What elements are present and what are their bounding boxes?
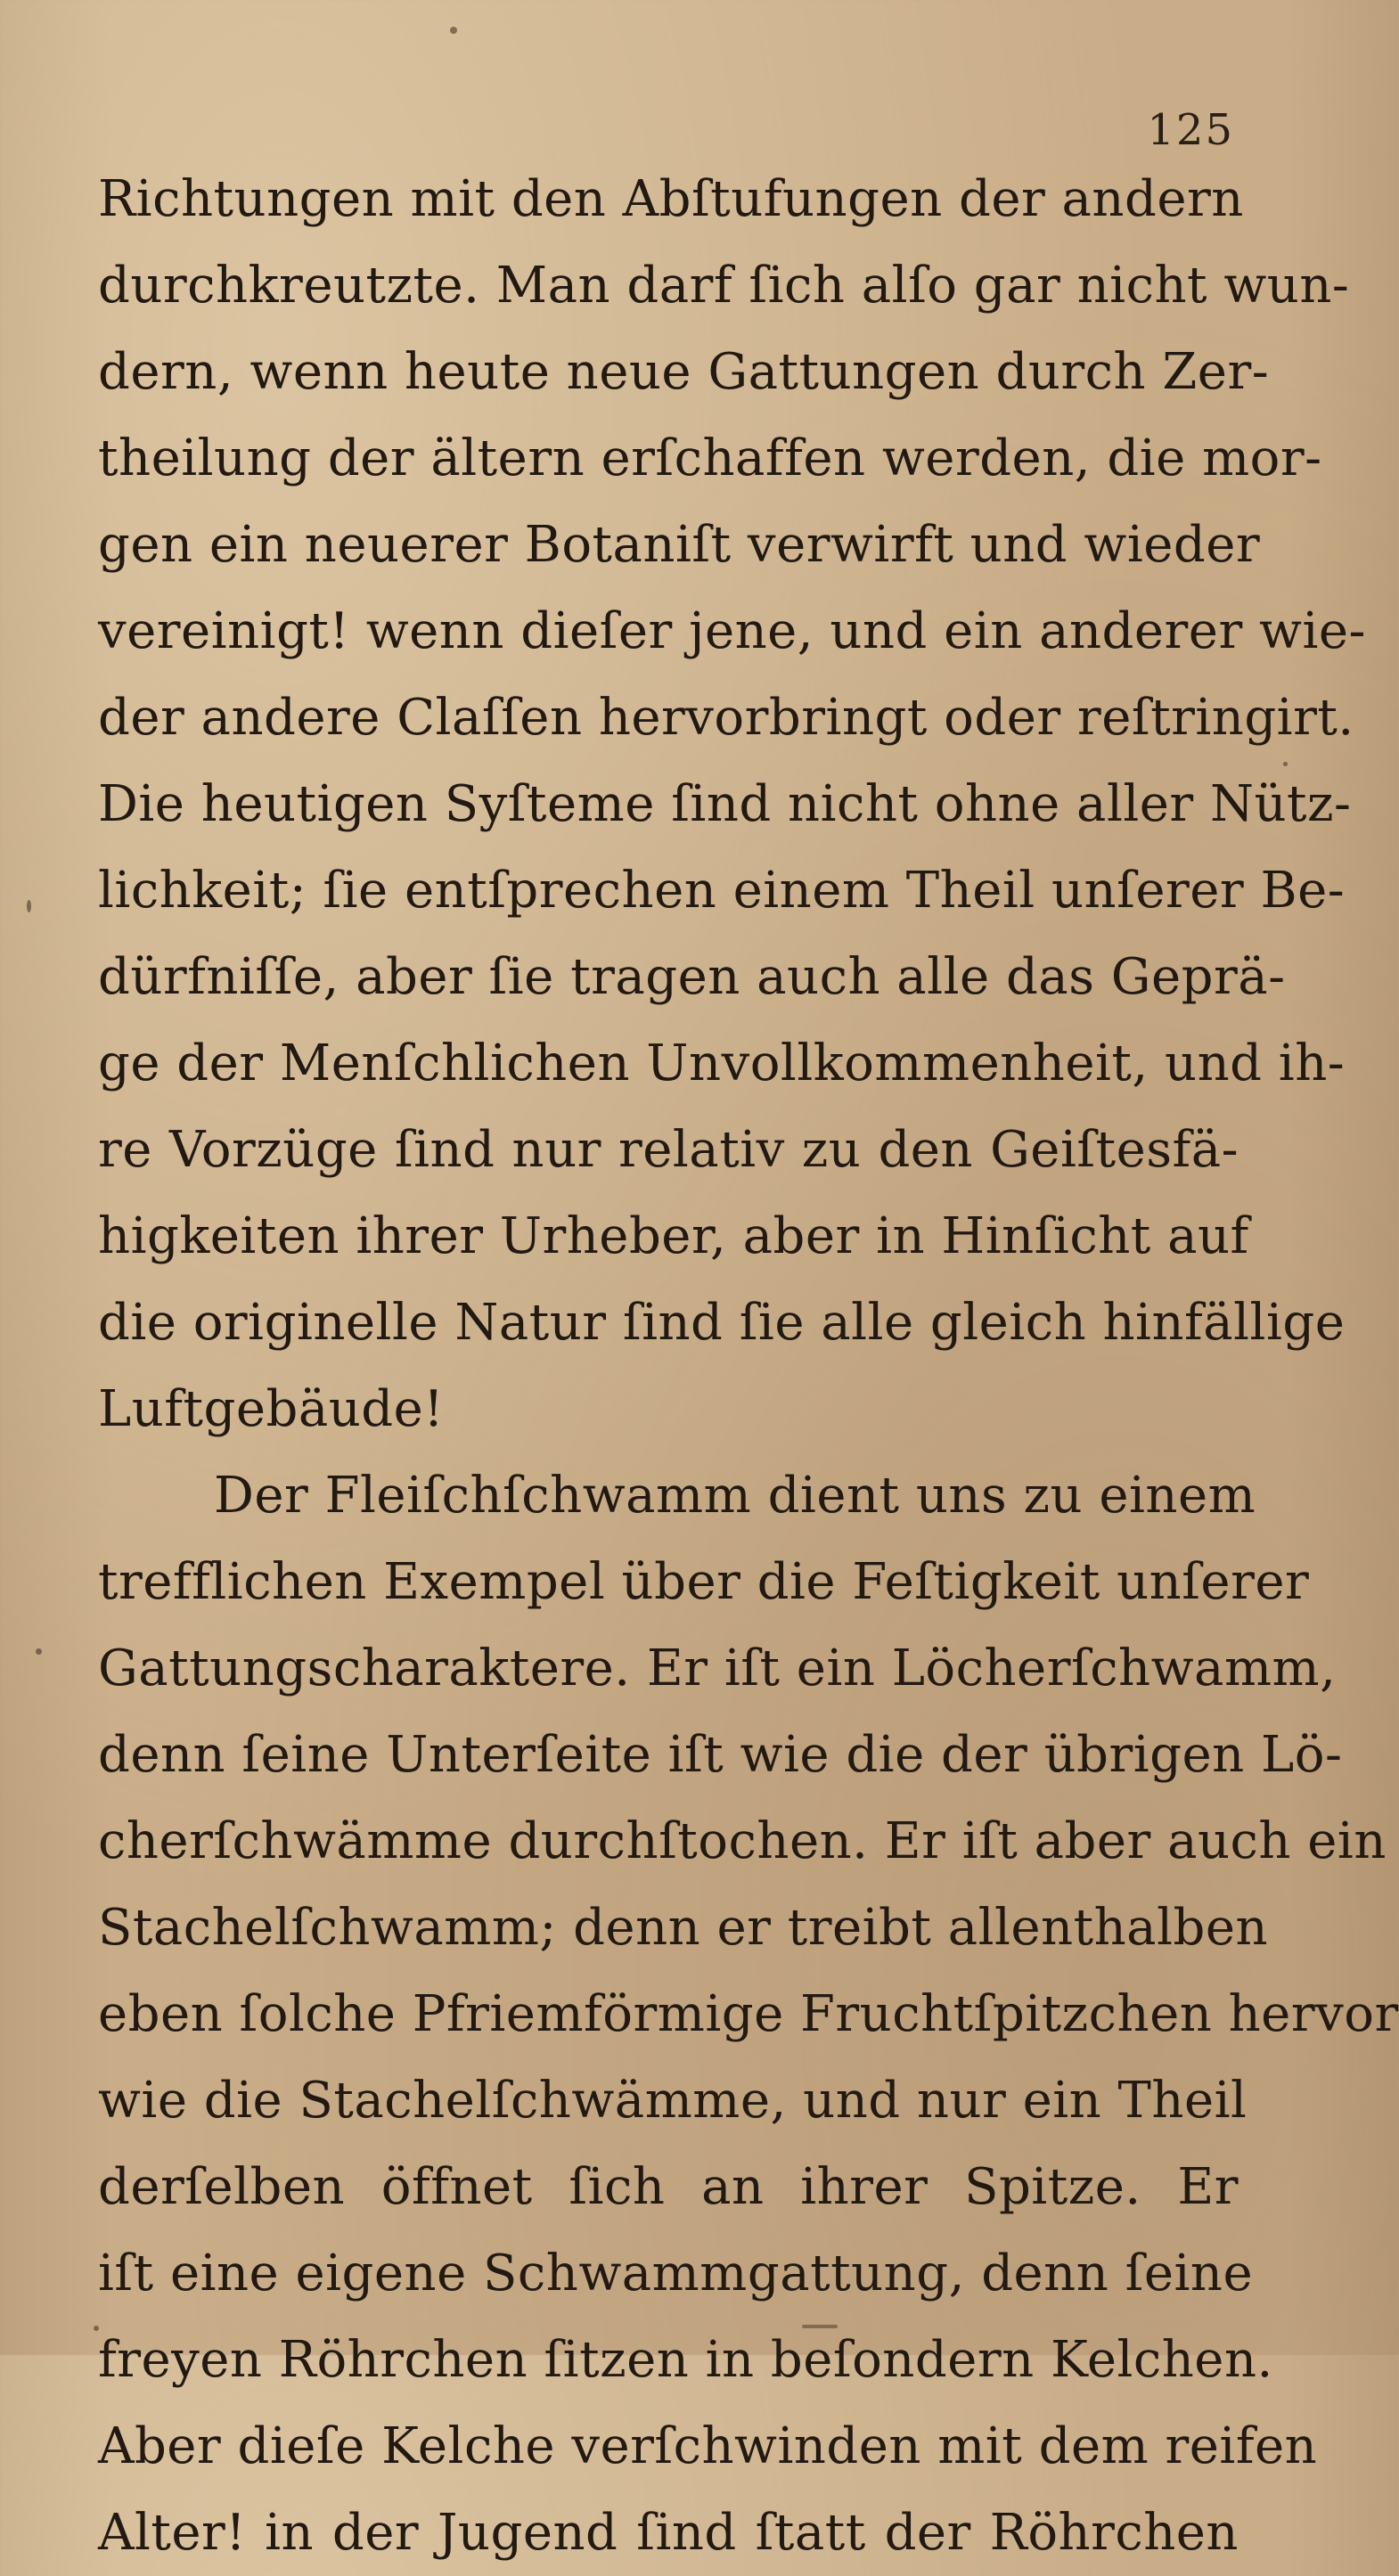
paper-speck — [36, 1648, 42, 1655]
text-line: derſelben öffnet ſich an ihrer Spitze. Er — [98, 2158, 1239, 2216]
text-line: Der Fleiſchſchwamm dient uns zu einem — [214, 1467, 1256, 1525]
paper-speck — [1283, 762, 1288, 766]
body-text — [98, 156, 1399, 2576]
text-line: wie die Stachelſchwämme, und nur ein Theil — [98, 2072, 1248, 2130]
text-line: dern, wenn heute neue Gattungen durch Zer- — [98, 343, 1270, 401]
text-line: ge der Menſchlichen Unvollkommenheit, und ih- — [98, 1034, 1346, 1092]
text-line: Gattungscharaktere. Er iſt ein Löcherſchwamm, — [98, 1640, 1337, 1697]
text-line: Die heutigen Syſteme ſind nicht ohne aller Nütz- — [98, 775, 1352, 833]
text-line: re Vorzüge ſind nur relativ zu den Geiſtesfä- — [98, 1121, 1239, 1179]
text-line: trefflichen Exempel über die Feſtigkeit unſerer — [98, 1553, 1310, 1611]
text-line: Alter! in der Jugend ſind ſtatt der Röhrchen — [98, 2504, 1239, 2562]
text-line: gen ein neuerer Botaniſt verwirft und wieder — [98, 516, 1261, 574]
paper-mark — [802, 2325, 838, 2328]
paper-speck — [94, 2326, 99, 2331]
text-line: Aber dieſe Kelche verſchwinden mit dem reifen — [98, 2417, 1318, 2475]
text-line: durchkreutzte. Man darf ſich alſo gar nicht wun- — [98, 257, 1350, 315]
paper-speck — [450, 27, 457, 34]
text-line: cherſchwämme durchſtochen. Er iſt aber auch ein — [98, 1812, 1387, 1870]
text-line: die originelle Natur ſind ſie alle gleich hinfällige — [98, 1294, 1346, 1352]
text-line: iſt eine eigene Schwammgattung, denn ſeine — [98, 2245, 1254, 2302]
text-line: freyen Röhrchen ſitzen in beſondern Kelchen. — [98, 2331, 1273, 2389]
text-line: vereinigt! wenn dieſer jene, und ein anderer wie- — [98, 602, 1366, 660]
paper-speck — [27, 900, 31, 912]
text-line: Luftgebäude! — [98, 1380, 445, 1438]
text-line: denn ſeine Unterſeite iſt wie die der übrigen Lö- — [98, 1726, 1343, 1784]
page-number: 125 — [1147, 105, 1234, 155]
text-line: dürfniſſe, aber ſie tragen auch alle das Geprä- — [98, 948, 1286, 1006]
text-line: eben ſolche Pfriemförmige Fruchtſpitzchen hervor — [98, 1985, 1399, 2043]
text-line: der andere Claſſen hervorbringt oder reſtringirt. — [98, 689, 1354, 747]
text-line: higkeiten ihrer Urheber, aber in Hinſicht auf — [98, 1207, 1249, 1265]
text-line: lichkeit; ſie entſprechen einem Theil unſerer Be- — [98, 862, 1346, 920]
text-line: theilung der ältern erſchaffen werden, die mor- — [98, 429, 1322, 487]
text-line: Richtungen mit den Abſtufungen der andern — [98, 170, 1244, 228]
text-line: Stachelſchwamm; denn er treibt allenthalben — [98, 1899, 1269, 1957]
